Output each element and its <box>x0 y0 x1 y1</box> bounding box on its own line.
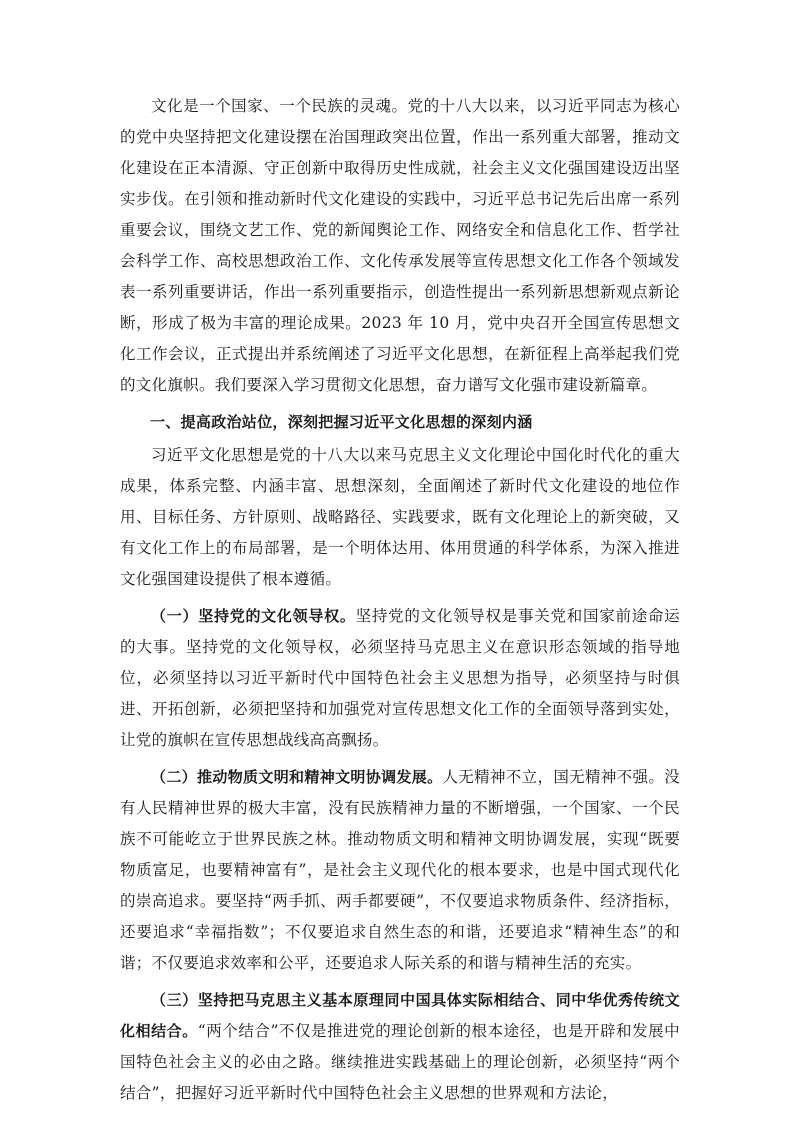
section-heading: 一、提高政治站位，深刻把握习近平文化思想的深刻内涵 <box>150 413 533 431</box>
point-3-text: “两个结合”不仅是推进党的理论创新的根本途径，也是开辟和发展中国特色社会主义的必由之路。继续推进实践基础上的理论创新，必须坚持“两个结合”，把握好习近平新时代中国特色社会主义思想的世界观和方法论， <box>120 1022 680 1102</box>
point-1-paragraph <box>120 601 680 756</box>
point-3-lead: （三）坚持把马克思主义基本原理同中国具体实际相结合、同中华优秀传统文化相结合。 <box>120 991 680 1040</box>
section-paragraph: 习近平文化思想是党的十八大以来马克思主义文化理论中国化时代化的重大成果，体系完整、内涵丰富、思想深刻，全面阐述了新时代文化建设的地位作用、目标任务、方针原则、战略路径、实践要求，既有文化理论上的新突破，又有文化工作上的布局部署，是一个明体达用、体用贯通的科学体系，为深入推进文化强国建设提供了根本遵循。 <box>120 446 680 588</box>
intro-paragraph: 文化是一个国家、一个民族的灵魂。党的十八大以来，以习近平同志为核心的党中央坚持把文化建设摆在治国理政突出位置，作出一系列重大部署，推动文化建设在正本清源、守正创新中取得历史性成就，社会主义文化强国建设迈出坚实步伐。在引领和推动新时代文化建设的实践中，习近平总书记先后出席一系列重要会议，围绕文艺工作、党的新闻舆论工作、网络安全和信息化工作、哲学社会科学工作、高校思想政治工作、文化传承发展等宣传思想文化工作各个领域发表一系列重要讲话，作出一系列重要指示，创造性提出一系列新思想新观点新论断，形成了极为丰富的理论成果。2023 年 10 月，党中央召开全国宣传思想文化工作会议，正式提出并系统阐述了习近平文化思想，在新征程上高举起我们党的文化旗帜。我们要深入学习贯彻文化思想，奋力谱写文化强市建设新篇章。 <box>120 97 680 394</box>
point-2-text: 人无精神不立，国无精神不强。没有人民精神世界的极大丰富，没有民族精神力量的不断增强，一个国家、一个民族不可能屹立于世界民族之林。推动物质文明和精神文明协调发展，实现“既要物质富足，也要精神富有”，是社会主义现代化的根本要求，也是中国式现代化的崇高追求。要坚持“两手抓、两手都要硬”，不仅要追求物质条件、经济指标，还要追求“幸福指数”；不仅要追求自然生态的和谐，还要追求“精神生态”的和谐；不仅要追求效率和公平，还要追求人际关系的和谐与精神生活的充实。 <box>120 768 680 972</box>
document-body <box>120 91 680 1109</box>
point-1-text: 坚持党的文化领导权是事关党和国家前途命运的大事。坚持党的文化领导权，必须坚持马克思主义在意识形态领域的指导地位，必须坚持以习近平新时代中国特色社会主义思想为指导，必须坚持与时俱进、开拓创新，必须把坚持和加强党对宣传思想文化工作的全面领导落到实处，让党的旗帜在宣传思想战线高高飘扬。 <box>120 607 680 749</box>
point-1-lead: （一）坚持党的文化领导权。 <box>151 607 356 625</box>
point-2-lead: （二）推动物质文明和精神文明协调发展。 <box>151 768 443 786</box>
point-2-paragraph <box>120 762 680 979</box>
point-3-paragraph <box>120 985 680 1109</box>
